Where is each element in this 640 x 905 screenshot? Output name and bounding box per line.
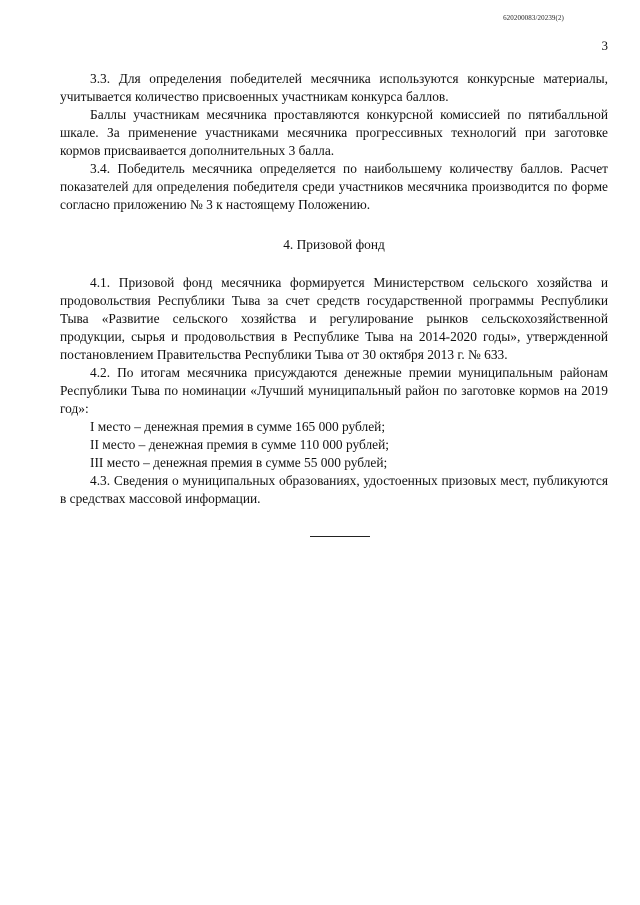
document-body (60, 70, 608, 508)
page-number: 3 (601, 38, 608, 53)
section-heading-prize-fund: 4. Призовой фонд (283, 237, 385, 252)
prize-third-place: III место – денежная премия в сумме 55 000 рублей; (90, 455, 388, 470)
paragraph-3-3: 3.3. Для определения победителей месячника используются конкурсные материалы, учитывается количество присвоенных участникам конкурса баллов. (60, 71, 608, 104)
paragraph-4-3: 4.3. Сведения о муниципальных образованиях, удостоенных призовых мест, публикуются в средствах массовой информации. (60, 473, 608, 506)
prize-second-place: II место – денежная премия в сумме 110 000 рублей; (90, 437, 389, 452)
paragraph-3-4: 3.4. Победитель месячника определяется по наибольшему количеству баллов. Расчет показателей для определения победителя среди участников месячника производится по форме согласно приложению № 3 к настоящему Положению. (60, 161, 608, 212)
paragraph-4-1: 4.1. Призовой фонд месячника формируется Министерством сельского хозяйства и продовольствия Республики Тыва за счет средств государственной программы Республики Тыва «Развитие сельского хозяйства и регулирование рынков сельскохозяйственной продукции, сырья и продовольствия в Республике Тыва на 2014-2020 годы», утвержденной постановлением Правительства Республики Тыва от 30 октября 2013 г. № 633. (60, 275, 608, 362)
paragraph-4-2: 4.2. По итогам месячника присуждаются денежные премии муниципальным районам Республики Тыва по номинации «Лучший муниципальный район по заготовке кормов на 2019 год»: (60, 365, 608, 416)
prize-first-place: I место – денежная премия в сумме 165 000 рублей; (90, 419, 386, 434)
paragraph-3-3-scoring: Баллы участникам месячника проставляются конкурсной комиссией по пятибалльной шкале. За применение участниками месячника прогрессивных технологий при заготовке кормов присваивается дополнительных 3 балла. (60, 107, 608, 158)
document-number: 620200083/20239(2) (503, 14, 564, 22)
closing-rule (310, 536, 370, 537)
